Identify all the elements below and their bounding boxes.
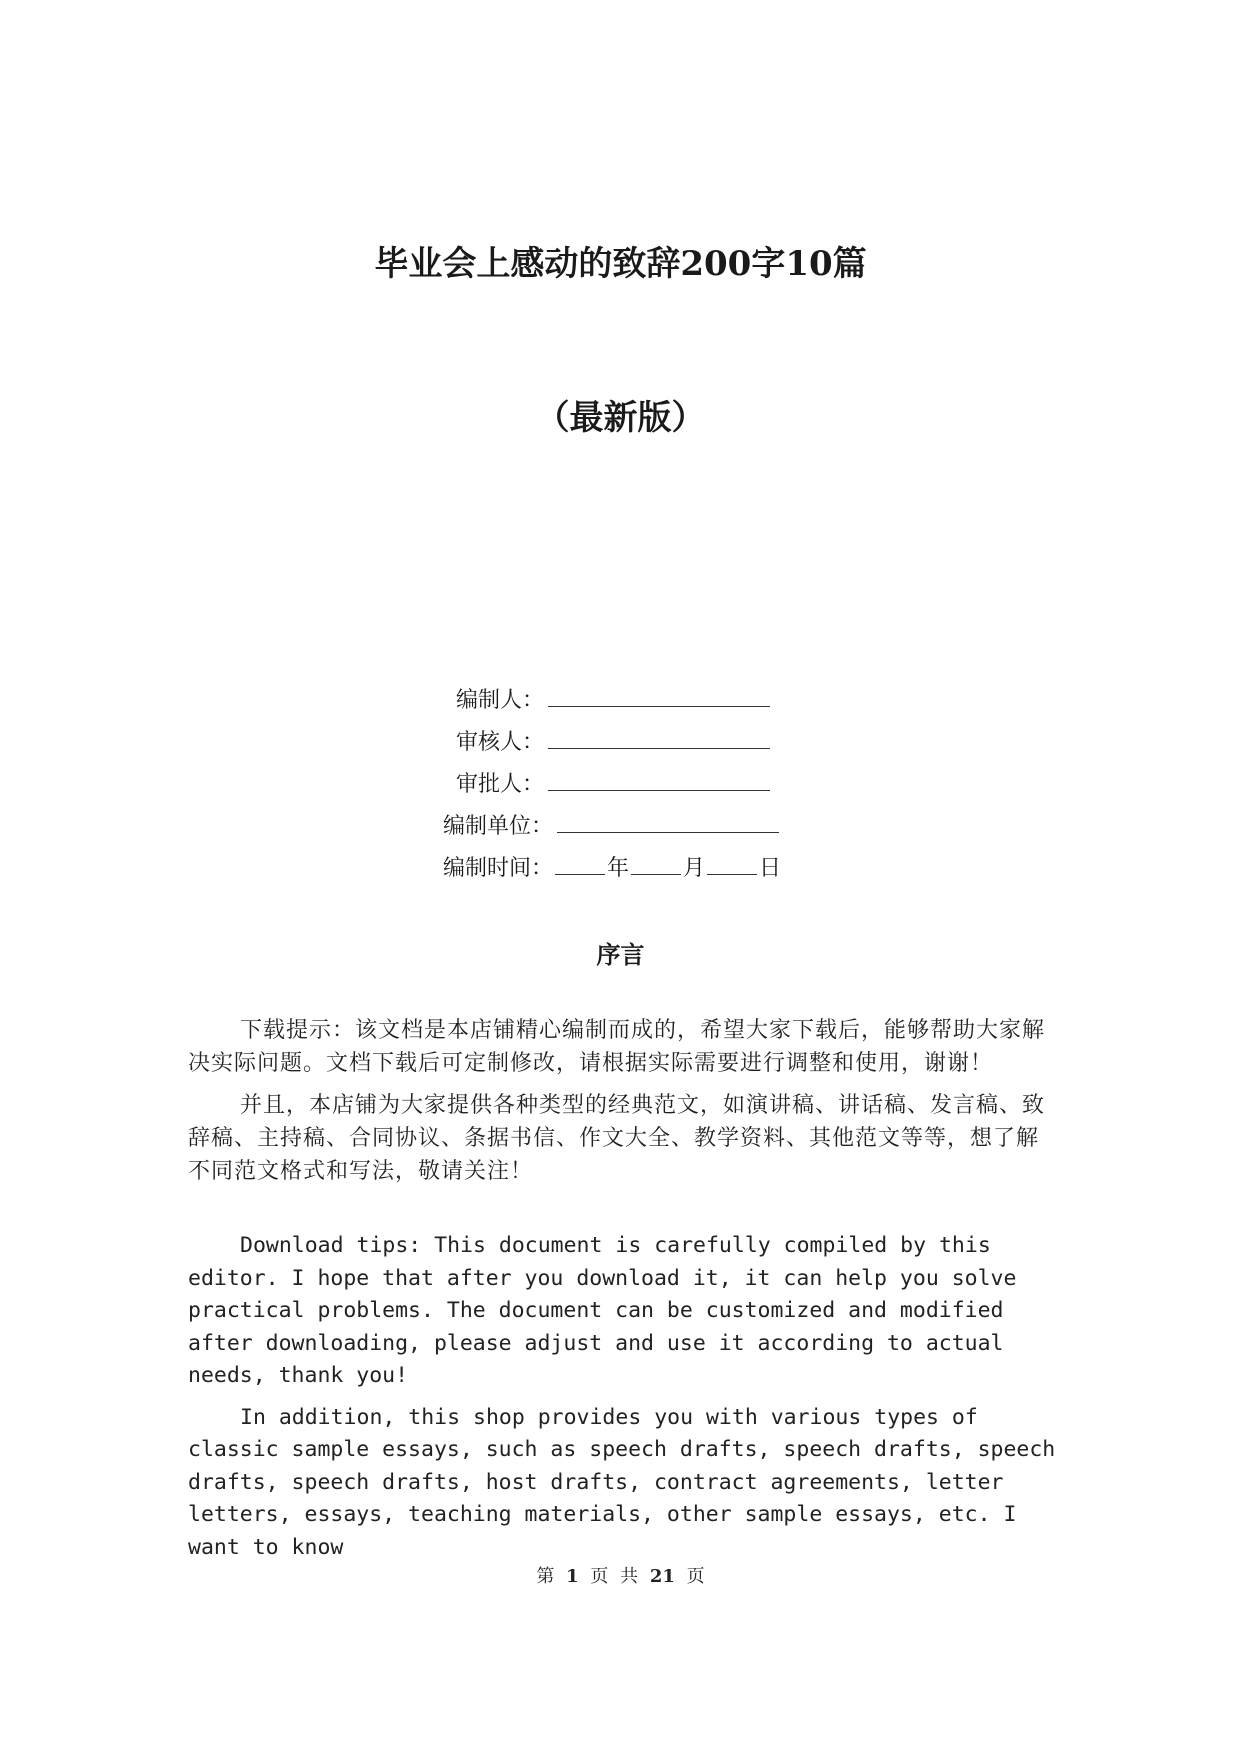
approval-form [443, 680, 843, 890]
footer-suffix: 页 [686, 1566, 705, 1587]
reviewer-label: 审核人： [456, 730, 545, 755]
year-field [555, 854, 605, 875]
unit-label: 编制单位： [443, 814, 554, 839]
day-label: 日 [759, 856, 782, 881]
preface-chinese [188, 1014, 1058, 1197]
paragraph-shop-offer-cn: 并且，本店铺为大家提供各种类型的经典范文，如演讲稿、讲话稿、发言稿、致辞稿、主持稿、合同协议、条据书信、作文大全、教学资料、其他范文等等，想了解不同范文格式和写法，敬请关注！ [188, 1093, 1046, 1184]
approver-row [443, 764, 843, 806]
approver-field [548, 770, 770, 791]
footer-middle: 页 共 [590, 1566, 639, 1587]
unit-field [557, 812, 779, 833]
compiler-field [548, 686, 770, 707]
day-field [707, 854, 757, 875]
reviewer-field [548, 728, 770, 749]
compiler-label: 编制人： [456, 688, 545, 713]
year-label: 年 [607, 856, 630, 881]
preface-heading: 序言 [596, 941, 645, 969]
document-title: 毕业会上感动的致辞200字10篇 [374, 244, 867, 284]
time-label: 编制时间： [443, 856, 554, 881]
paragraph-download-tips-cn: 下载提示：该文档是本店铺精心编制而成的，希望大家下载后，能够帮助大家解决实际问题。文档下载后可定制修改，请根据实际需要进行调整和使用，谢谢！ [188, 1018, 1046, 1076]
approver-label: 审批人： [456, 772, 545, 797]
footer-prefix: 第 [536, 1566, 555, 1587]
page-number: 1 [566, 1566, 579, 1587]
compiler-row [443, 680, 843, 722]
time-row [443, 848, 843, 890]
page-total: 21 [649, 1566, 675, 1587]
preface-english [188, 1230, 1058, 1573]
month-field [631, 854, 681, 875]
unit-row [443, 806, 843, 848]
month-label: 月 [683, 856, 706, 881]
paragraph-download-tips-en: Download tips: This document is carefully compiled by this editor. I hope that after you download it, it can help you solve practical problems. The document can be customized and modified after downloading, please adjust and use it according to actual needs, thank you! [188, 1233, 1017, 1388]
page-footer [0, 1562, 1241, 1588]
paragraph-shop-offer-en: In addition, this shop provides you with various types of classic sample essays, such as speech drafts, speech drafts, speech drafts, speech drafts, host drafts, contract agreements, letter letters, essays, teaching materials, other sample essays, etc. I want to know [188, 1404, 1056, 1560]
document-subtitle: （最新版） [535, 398, 706, 438]
reviewer-row [443, 722, 843, 764]
